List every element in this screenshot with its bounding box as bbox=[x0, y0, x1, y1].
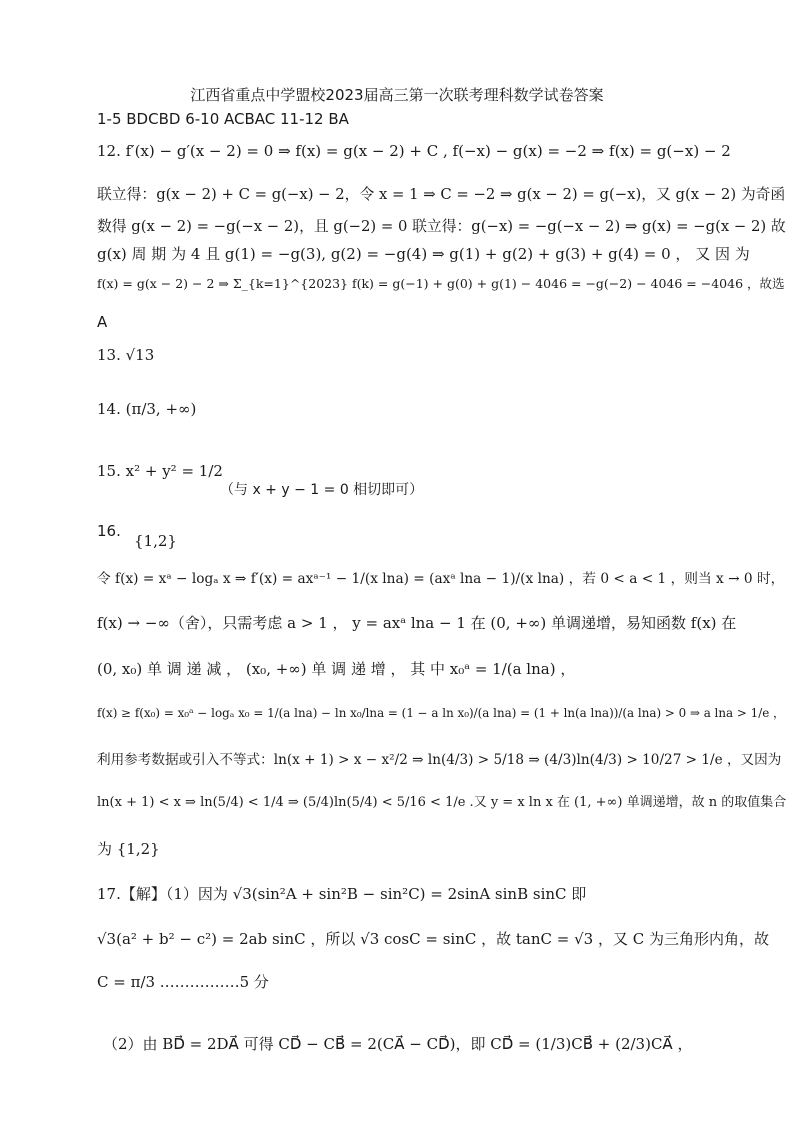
mc-answers: 1-5 BDCBD 6-10 ACBAC 11-12 BA bbox=[97, 110, 349, 128]
q17-line-2: √3(a² + b² − c²) = 2ab sinC ，所以 √3 cosC = sinC ，故 tanC = √3 ，又 C 为三角形内角，故 bbox=[97, 930, 769, 948]
q16-line-6: ln(x + 1) < x ⇒ ln(5/4) < 1/4 ⇒ (5/4)ln(5/4) < 5/16 < 1/e .又 y = x ln x 在 (1, +∞) 单调递增，故 n 的取值集合 bbox=[97, 795, 787, 810]
q16-line-3: (0, x₀) 单 调 递 减 ， (x₀, +∞) 单 调 递 增 ， 其 中 x₀ᵃ = 1/(a lna) ， bbox=[97, 660, 576, 678]
q13-answer: 13. √13 bbox=[97, 346, 155, 364]
q16-line-4: f(x) ≥ f(x₀) = x₀ᵃ − logₐ x₀ = 1/(a lna) − ln x₀/lna = (1 − a ln x₀)/(a lna) = (1 + ln(a lna))/(a lna) > 0 ⇒ a lna > 1/e ， bbox=[97, 706, 785, 720]
q12-line-4: g(x) 周 期 为 4 且 g(1) = −g(3), g(2) = −g(4) ⇒ g(1) + g(2) + g(3) + g(4) = 0 ， 又 因 为 bbox=[97, 245, 750, 263]
q17-line-4: （2）由 BD⃗ = 2DA⃗ 可得 CD⃗ − CB⃗ = 2(CA⃗ − CD⃗)，即 CD⃗ = (1/3)CB⃗ + (2/3)CA⃗ ， bbox=[103, 1035, 693, 1053]
q16-line-2: f(x) → −∞（舍），只需考虑 a > 1 ， y = axᵃ lna − 1 在 (0, +∞) 单调递增，易知函数 f(x) 在 bbox=[97, 614, 737, 632]
page-title: 江西省重点中学盟校2023届高三第一次联考理科数学试卷答案 bbox=[190, 86, 604, 104]
q12-line-1: 12. f′(x) − g′(x − 2) = 0 ⇒ f(x) = g(x − 2) + C , f(−x) − g(x) = −2 ⇒ f(x) = g(−x) − 2 bbox=[97, 142, 731, 160]
q12-line-6: A bbox=[97, 313, 108, 331]
q17-line-3: C = π/3 .……………5 分 bbox=[97, 973, 269, 991]
q12-line-2: 联立得：g(x − 2) + C = g(−x) − 2，令 x = 1 ⇒ C = −2 ⇒ g(x − 2) = g(−x)，又 g(x − 2) 为奇函 bbox=[97, 186, 786, 203]
q15-answer: 15. x² + y² = 1/2 bbox=[97, 462, 223, 480]
q16-line-7: 为 {1,2} bbox=[97, 840, 160, 858]
q16-line-1: 令 f(x) = xᵃ − logₐ x ⇒ f′(x) = axᵃ⁻¹ − 1/(x lna) = (axᵃ lna − 1)/(x lna) ，若 0 < a < 1 ，则当 x → 0 时， bbox=[97, 571, 785, 587]
q12-line-5: f(x) = g(x − 2) − 2 ⇒ Σ_{k=1}^{2023} f(k) = g(−1) + g(0) + g(1) − 4046 = −g(−2) − 4046 = −4046 ，故选 bbox=[97, 276, 785, 291]
q16-answer-set: {1,2} bbox=[134, 532, 177, 550]
q12-line-3: 数得 g(x − 2) = −g(−x − 2)，且 g(−2) = 0 联立得：g(−x) = −g(−x − 2) ⇒ g(x) = −g(x − 2) 故 bbox=[97, 218, 786, 235]
q15-note: （与 x + y − 1 = 0 相切即可） bbox=[220, 482, 424, 498]
q14-answer: 14. (π/3, +∞) bbox=[97, 400, 197, 418]
q17-line-1: 17.【解】（1）因为 √3(sin²A + sin²B − sin²C) = 2sinA sinB sinC 即 bbox=[97, 885, 587, 903]
q16-label: 16. bbox=[97, 522, 121, 540]
q16-line-5: 利用参考数据或引入不等式：ln(x + 1) > x − x²/2 ⇒ ln(4/3) > 5/18 ⇒ (4/3)ln(4/3) > 10/27 > 1/e ，又因为 bbox=[97, 752, 782, 768]
